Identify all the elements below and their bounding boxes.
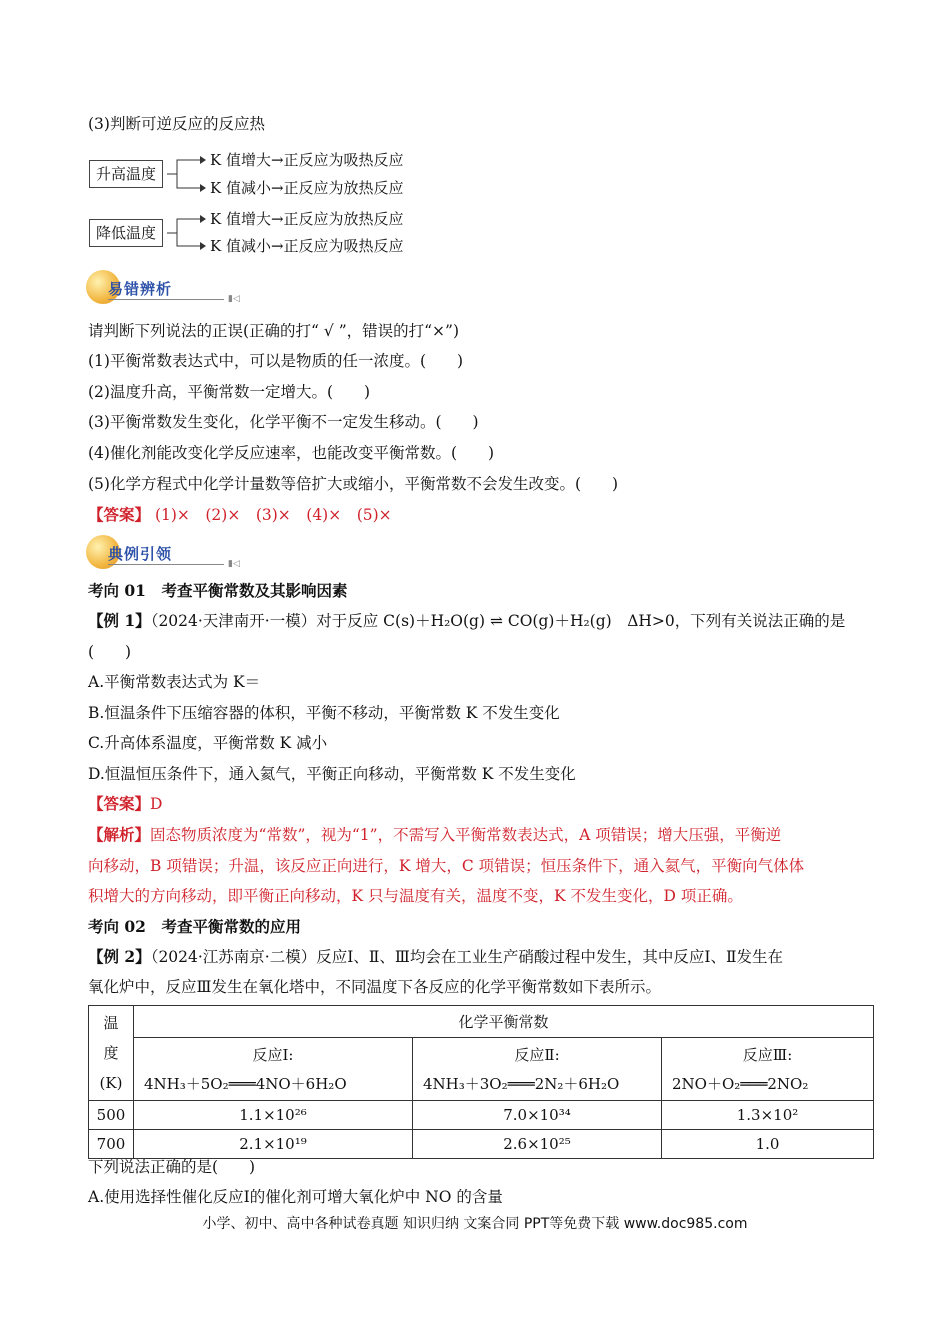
answer-value: D: [150, 795, 163, 813]
badge-label: 易错辨析: [108, 280, 173, 298]
judge-item: (5)化学方程式中化学计量数等倍扩大或缩小，平衡常数不会发生改变。( ): [88, 475, 619, 493]
option-c: C.升高体系温度，平衡常数 K 减小: [88, 734, 328, 752]
table-cell: 2.6×10²⁵: [413, 1130, 662, 1159]
table-cell: 1.0: [662, 1130, 874, 1159]
lower-temp-box: 降低温度: [89, 219, 163, 247]
raise-k-up: K 值增大→正反应为吸热反应: [210, 151, 404, 169]
example-1-stem: [88, 611, 845, 631]
badge-arrow-icon: ▮◁: [228, 559, 240, 569]
answer-line-1: [88, 505, 392, 525]
judge-item: (2)温度升高，平衡常数一定增大。( ): [88, 383, 371, 401]
lower-k-up: K 值增大→正反应为放热反应: [210, 210, 404, 228]
option-a: A.使用选择性催化反应Ⅰ的催化剂可增大氧化炉中 NO 的含量: [88, 1188, 503, 1206]
table-row: [89, 1101, 874, 1130]
group-header: 化学平衡常数: [134, 1006, 874, 1038]
answer-line-2: [88, 794, 162, 814]
analysis-line: 积增大的方向移动，即平衡正向移动，K 只与温度有关，温度不变，K 不发生变化，D 项正确。: [88, 887, 743, 905]
judge-intro: 请判断下列说法的正误(正确的打“ √ ”，错误的打“×”): [88, 322, 460, 340]
table-cell: 1.1×10²⁶: [134, 1101, 413, 1130]
section-heading: 考向 02 考查平衡常数的应用: [88, 917, 301, 936]
temp-header: 温 度 (K): [89, 1006, 134, 1101]
badge-arrow-icon: ▮◁: [228, 294, 240, 304]
example-label: 【例 1】: [88, 611, 151, 630]
section-title: (3)判断可逆反应的反应热: [88, 115, 265, 133]
table-cell: 700: [89, 1130, 134, 1159]
table-cell: 2.1×10¹⁹: [134, 1130, 413, 1159]
example-2-stem-cont: 氧化炉中，反应Ⅲ发生在氧化塔中，不同温度下各反应的化学平衡常数如下表所示。: [88, 978, 661, 996]
analysis-text: 固态物质浓度为“常数”，视为“1”，不需写入平衡常数表达式，A 项错误；增大压强，平衡逆: [150, 826, 782, 844]
answer-label: 【答案】: [88, 505, 151, 524]
question-line: 下列说法正确的是( ): [88, 1158, 256, 1176]
answer-paren: ( ): [88, 643, 132, 661]
badge-common-errors: [86, 270, 240, 306]
analysis-line: 向移动，B 项错误；升温，该反应正向进行，K 增大，C 项错误；恒压条件下，通入氦气，平衡向气体体: [88, 857, 805, 875]
answer-label: 【答案】: [88, 794, 151, 813]
judge-item: (3)平衡常数发生变化，化学平衡不一定发生移动。( ): [88, 413, 479, 431]
answer-value: (1)× (2)× (3)× (4)× (5)×: [150, 506, 392, 524]
page-footer: 小学、初中、高中各种试卷真题 知识归纳 文案合同 PPT等免费下载 www.doc985.com: [202, 1216, 748, 1232]
reaction-1-header: 反应Ⅰ: 4NH₃＋5O₂═══4NO＋6H₂O: [134, 1038, 413, 1101]
equilibrium-table: [88, 1005, 874, 1159]
section-heading: 考向 01 考查平衡常数及其影响因素: [88, 581, 348, 600]
judge-item: (1)平衡常数表达式中，可以是物质的任一浓度。( ): [88, 352, 464, 370]
branch-lines: [167, 148, 207, 268]
reaction-2-header: 反应Ⅱ: 4NH₃＋3O₂═══2N₂＋6H₂O: [413, 1038, 662, 1101]
example-text: （2024·江苏南京·二模）反应Ⅰ、Ⅱ、Ⅲ均会在工业生产硝酸过程中发生，其中反应Ⅰ、Ⅱ发生在: [150, 948, 784, 966]
table-row: [89, 1130, 874, 1159]
badge-examples: [86, 535, 240, 571]
reaction-3-header: 反应Ⅲ: 2NO＋O₂═══2NO₂: [662, 1038, 874, 1101]
example-label: 【例 2】: [88, 947, 151, 966]
raise-temp-box: 升高温度: [89, 160, 163, 188]
analysis-label: 【解析】: [88, 825, 151, 844]
table-cell: 500: [89, 1101, 134, 1130]
analysis-line: [88, 825, 781, 845]
table-cell: 7.0×10³⁴: [413, 1101, 662, 1130]
option-b: B.恒温条件下压缩容器的体积，平衡不移动，平衡常数 K 不发生变化: [88, 704, 560, 722]
example-text: （2024·天津南开·一模）对于反应 C(s)＋H₂O(g) ⇌ CO(g)＋H₂(g) ΔH>0，下列有关说法正确的是: [150, 612, 846, 630]
badge-label: 典例引领: [108, 545, 173, 563]
raise-k-down: K 值减小→正反应为放热反应: [210, 179, 404, 197]
option-d: D.恒温恒压条件下，通入氦气，平衡正向移动，平衡常数 K 不发生变化: [88, 765, 576, 783]
lower-k-down: K 值减小→正反应为吸热反应: [210, 237, 404, 255]
option-a: A.平衡常数表达式为 K＝: [88, 673, 261, 691]
table-cell: 1.3×10²: [662, 1101, 874, 1130]
judge-item: (4)催化剂能改变化学反应速率，也能改变平衡常数。( ): [88, 444, 495, 462]
example-2-stem: [88, 947, 783, 967]
